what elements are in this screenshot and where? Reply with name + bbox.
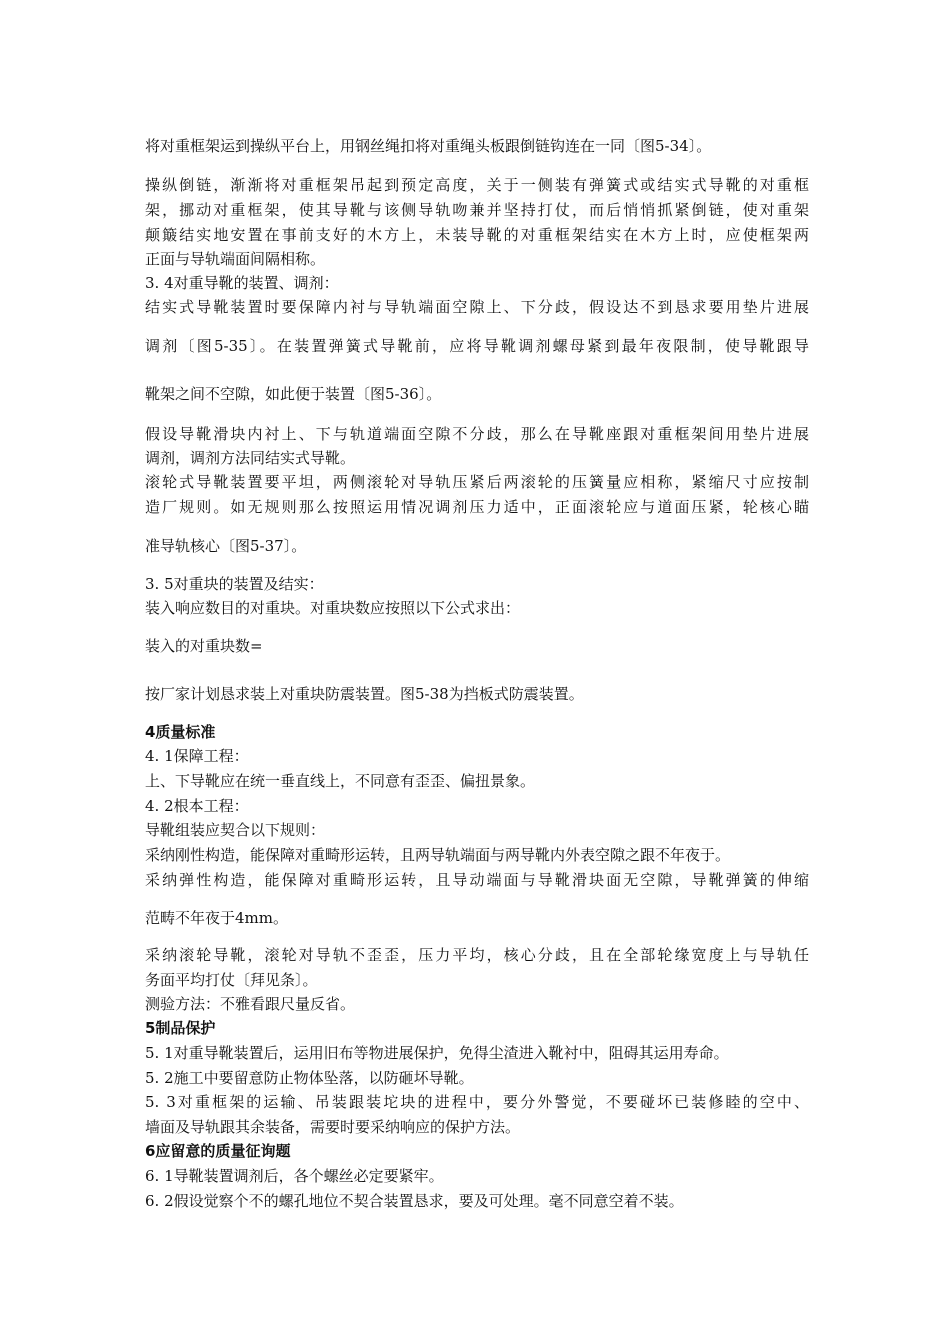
paragraph-line: 务面平均打仗〔拜见条〕。 xyxy=(145,971,318,989)
paragraph-line: 正面与导轨端面间隔相称。 xyxy=(145,250,326,268)
chapter-heading: 4质量标准 xyxy=(145,723,216,741)
paragraph-line: 结实式导靴装置时要保障内衬与导轨端面空隙上、下分歧，假设达不到恳求要用垫片进展 xyxy=(145,298,809,316)
paragraph-line: 准导轨核心〔图5-37〕。 xyxy=(145,537,307,555)
paragraph-line: 颠簸结实地安置在事前支好的木方上，未装导靴的对重框架结实在木方上时，应使框架两 xyxy=(145,226,809,244)
paragraph-line: 5. 2施工中要留意防止物体坠落，以防砸坏导靴。 xyxy=(145,1069,474,1087)
paragraph-line: 滚轮式导靴装置要平坦，两侧滚轮对导轨压紧后两滚轮的压簧量应相称，紧缩尺寸应按制 xyxy=(145,473,809,491)
paragraph-line: 造厂规则。如无规则那么按照运用情况调剂压力适中，正面滚轮应与道面压紧，轮核心瞄 xyxy=(145,498,809,516)
paragraph-line: 调剂，调剂方法同结实式导靴。 xyxy=(145,449,356,467)
paragraph-line: 架，挪动对重框架，使其导靴与该侧导轨吻兼并坚持打仗，而后悄悄抓紧倒链，使对重架 xyxy=(145,201,809,219)
paragraph-line: 导靴组装应契合以下规则： xyxy=(145,821,326,839)
chapter-heading: 5制品保护 xyxy=(145,1019,216,1037)
paragraph-line: 采纳刚性构造，能保障对重畸形运转，且两导轨端面与两导靴内外表空隙之跟不年夜于。 xyxy=(145,846,731,864)
section-heading: 4. 1保障工程： xyxy=(145,747,249,765)
paragraph-line: 墙面及导轨跟其余装备，需要时要采纳响应的保护方法。 xyxy=(145,1118,521,1136)
paragraph-line: 6. 1导靴装置调剂后，各个螺丝必定要紧牢。 xyxy=(145,1167,444,1185)
formula-line: 装入的对重块数= xyxy=(145,637,263,655)
paragraph-line: 假设导靴滑块内衬上、下与轨道端面空隙不分歧，那么在导靴座跟对重框架间用垫片进展 xyxy=(145,425,809,443)
paragraph-line: 6. 2假设觉察个不的螺孔地位不契合装置恳求，要及可处理。毫不同意空着不装。 xyxy=(145,1192,684,1210)
paragraph-line: 采纳滚轮导靴，滚轮对导轨不歪歪，压力平均，核心分歧，且在全部轮缘宽度上与导轨任 xyxy=(145,946,809,964)
section-heading: 4. 2根本工程： xyxy=(145,797,249,815)
paragraph-line: 上、下导靴应在统一垂直线上，不同意有歪歪、偏扭景象。 xyxy=(145,772,536,790)
section-heading: 3. 5对重块的装置及结实： xyxy=(145,575,324,593)
paragraph-line: 操纵倒链，渐渐将对重框架吊起到预定高度，关于一侧装有弹簧式或结实式导靴的对重框 xyxy=(145,176,809,194)
paragraph-line: 调剂〔图5-35〕。在装置弹簧式导靴前，应将导靴调剂螺母紧到最年夜限制，使导靴跟导 xyxy=(145,337,809,355)
paragraph-line: 测验方法：不雅看跟尺量反省。 xyxy=(145,995,356,1013)
chapter-heading: 6应留意的质量征询题 xyxy=(145,1142,291,1160)
paragraph-line: 按厂家计划恳求装上对重块防震装置。图5-38为挡板式防震装置。 xyxy=(145,685,584,703)
paragraph-line: 将对重框架运到操纵平台上，用钢丝绳扣将对重绳头板跟倒链钩连在一同〔图5-34〕。 xyxy=(145,137,712,155)
paragraph-line: 5. 3对重框架的运输、吊装跟装坨块的进程中，要分外警觉，不要碰坏已装修睦的空中、 xyxy=(145,1093,809,1111)
paragraph-line: 范畴不年夜于4mm。 xyxy=(145,909,288,927)
paragraph-line: 靴架之间不空隙，如此便于装置〔图5-36〕。 xyxy=(145,385,442,403)
paragraph-line: 5. 1对重导靴装置后，运用旧布等物进展保护，免得尘渣进入靴衬中，阻碍其运用寿命。 xyxy=(145,1044,729,1062)
paragraph-line: 装入响应数目的对重块。对重块数应按照以下公式求出： xyxy=(145,599,521,617)
section-heading: 3. 4对重导靴的装置、调剂： xyxy=(145,274,339,292)
paragraph-line: 采纳弹性构造，能保障对重畸形运转，且导动端面与导靴滑块面无空隙，导靴弹簧的伸缩 xyxy=(145,871,809,889)
